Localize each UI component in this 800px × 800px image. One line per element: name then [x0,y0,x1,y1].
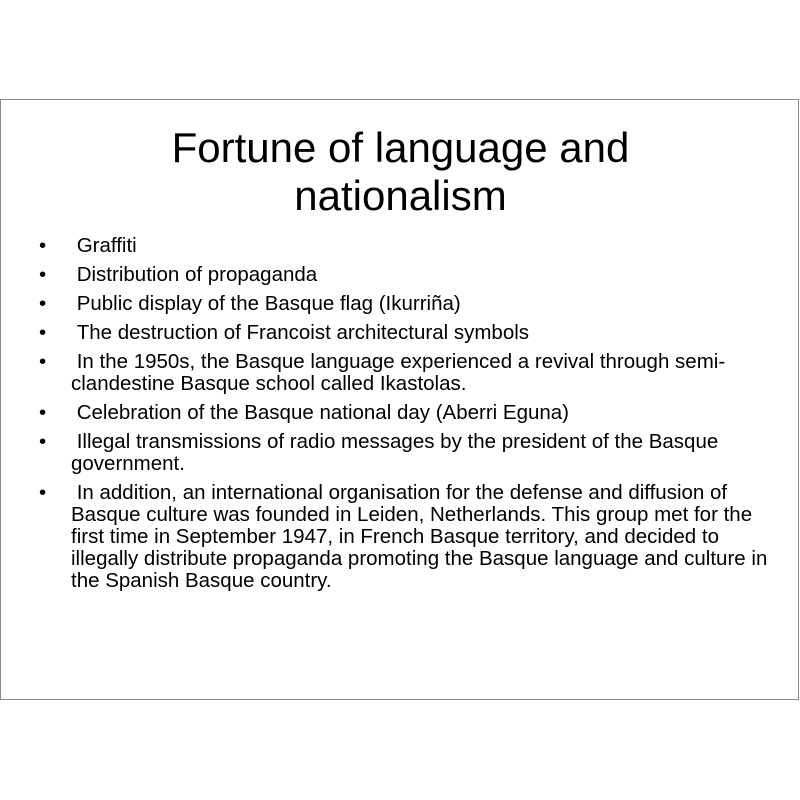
bullet-icon: • [39,430,47,453]
bullet-list [1,235,800,599]
bullet-item-symbols [1,322,800,344]
slide [0,99,799,700]
bullet-item-ikastolas [1,351,800,395]
bullet-icon: • [39,292,47,315]
slide-title [1,124,800,220]
bullet-text: Celebration of the Basque national day (Aberri Eguna) [71,401,570,424]
bullet-icon: • [39,263,47,286]
bullet-icon: • [39,234,47,257]
bullet-item-propaganda [1,264,800,286]
bullet-text: The destruction of Francoist architectural symbols [71,321,530,344]
bullet-text: Illegal transmissions of radio messages by the president of the Basque government. [71,430,724,475]
bullet-icon: • [39,350,47,373]
bullet-item-radio [1,431,800,475]
bullet-item-graffiti [1,235,800,257]
bullet-text: Graffiti [71,234,137,257]
bullet-icon: • [39,401,47,424]
bullet-text: Distribution of propaganda [71,263,318,286]
title-line-2: nationalism [294,172,507,219]
title-line-1: Fortune of language and [171,124,630,171]
bullet-text: In the 1950s, the Basque language experienced a revival through semi-clandestine Basque school called Ikastolas. [71,350,726,395]
bullet-text: In addition, an international organisation for the defense and diffusion of Basque culture was founded in Leiden, Netherlands. This group met for the first time in September 1947, in French Basque territory, and decided to illegally distribute propaganda promoting the Basque language and culture in the Spanish Basque country. [71,481,774,592]
bullet-icon: • [39,481,47,504]
bullet-text: Public display of the Basque flag (Ikurriña) [71,292,461,315]
bullet-icon: • [39,321,47,344]
bullet-item-flag [1,293,800,315]
bullet-item-organisation [1,482,800,592]
bullet-item-national-day [1,402,800,424]
